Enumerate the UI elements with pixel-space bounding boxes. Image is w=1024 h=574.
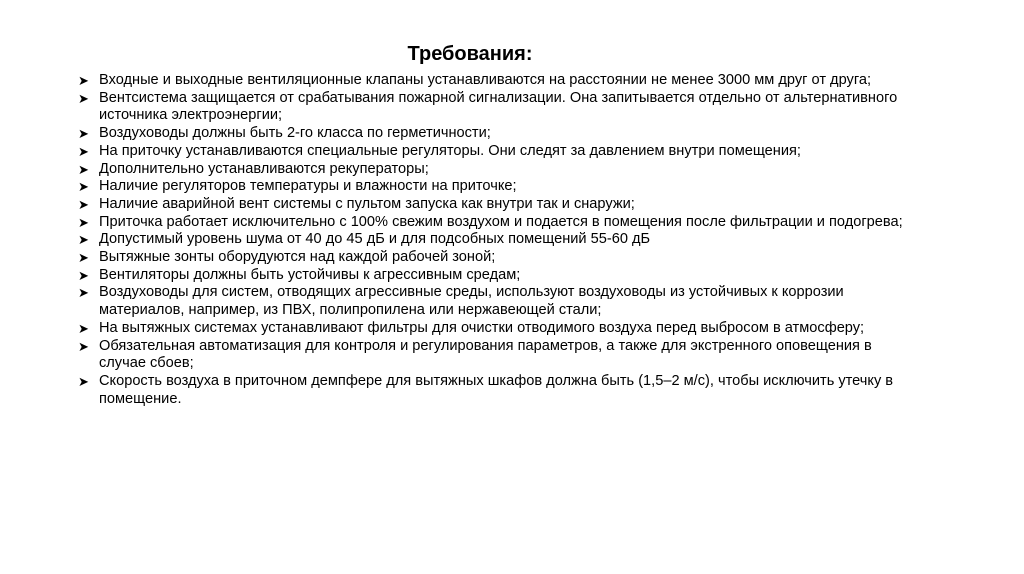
list-item [78,338,918,373]
list-item [78,72,918,90]
arrowhead-bullet-icon: ➤ [78,285,89,301]
arrowhead-bullet-icon: ➤ [78,250,89,266]
arrowhead-bullet-icon: ➤ [78,320,89,336]
list-item-text: На приточку устанавливаются специальные регуляторы. Они следят за давлением внутри помещения; [99,142,801,159]
list-item [78,196,918,214]
arrowhead-bullet-icon: ➤ [78,214,89,230]
list-item [78,214,918,232]
arrowhead-bullet-icon: ➤ [78,373,89,389]
list-item [78,267,918,285]
list-item [78,284,918,319]
list-item-text: Обязательная автоматизация для контроля и регулирования параметров, а также для экстренного оповещения в случае сбоев; [99,337,872,372]
list-item [78,373,918,408]
requirements-list [78,72,918,408]
arrowhead-bullet-icon: ➤ [78,90,89,106]
arrowhead-bullet-icon: ➤ [78,196,89,212]
list-item-text: Входные и выходные вентиляционные клапаны устанавливаются на расстоянии не менее 3000 мм друг от друга; [99,72,871,88]
list-item-text: Вентсистема защищается от срабатывания пожарной сигнализации. Она запитывается отдельно от альтернативного источника электроэнергии; [99,89,898,124]
list-item-text: Воздуховоды для систем, отводящих агрессивные среды, используют воздуховоды из устойчивых к коррозии материалов, например, из ПВХ, полипропилена или нержавеющей стали; [99,284,844,319]
list-item-text: На вытяжных системах устанавливают фильтры для очистки отводимого воздуха перед выбросом в атмосферу; [99,319,865,336]
list-item [78,90,918,125]
list-item [78,125,918,143]
arrowhead-bullet-icon: ➤ [78,73,89,88]
list-item-text: Допустимый уровень шума от 40 до 45 дБ и для подсобных помещений 55-60 дБ [99,231,651,248]
arrowhead-bullet-icon: ➤ [78,143,89,159]
list-item [78,161,918,179]
arrowhead-bullet-icon: ➤ [78,179,89,195]
slide-title: Требования: [407,43,533,65]
list-item [78,178,918,196]
list-item [78,320,918,338]
list-item [78,249,918,267]
arrowhead-bullet-icon: ➤ [78,161,89,177]
arrowhead-bullet-icon: ➤ [78,126,89,142]
list-item-text: Дополнительно устанавливаются рекуператоры; [99,160,429,177]
arrowhead-bullet-icon: ➤ [78,267,89,283]
list-item [78,143,918,161]
list-item-text: Наличие регуляторов температуры и влажности на приточке; [99,178,517,195]
list-item-text: Вентиляторы должны быть устойчивы к агрессивным средам; [99,266,521,283]
arrowhead-bullet-icon: ➤ [78,338,89,354]
list-item-text: Наличие аварийной вент системы с пультом запуска как внутри так и снаружи; [99,195,635,212]
arrowhead-bullet-icon: ➤ [78,232,89,248]
list-item [78,231,918,249]
list-item-text: Воздуховоды должны быть 2-го класса по герметичности; [99,125,491,142]
list-item-text: Скорость воздуха в приточном демпфере для вытяжных шкафов должна быть (1,5–2 м/с), чтобы исключить утечку в помещение. [99,372,894,407]
list-item-text: Вытяжные зонты оборудуются над каждой рабочей зоной; [99,249,496,266]
list-item-text: Приточка работает исключительно с 100% свежим воздухом и подается в помещения после фильтрации и подогрева; [99,213,903,230]
